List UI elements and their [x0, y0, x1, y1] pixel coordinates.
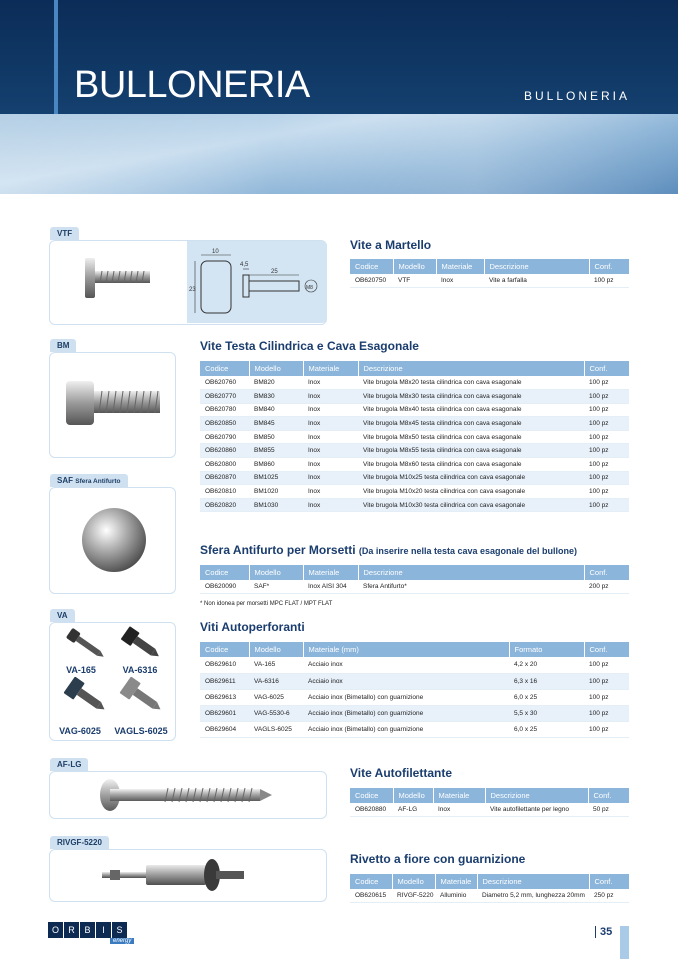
- cell: OB629613: [200, 689, 249, 705]
- table-row: [350, 274, 629, 288]
- cell: Vite brugola M8x55 testa cilindrica con cava esagonale: [358, 444, 584, 458]
- cell: OB620090: [200, 580, 249, 594]
- cell: OB620760: [200, 376, 249, 390]
- cell: BM820: [249, 376, 303, 390]
- cell: BM1020: [249, 485, 303, 499]
- cell: OB620810: [200, 485, 249, 499]
- self-drilling-screws-image: [50, 623, 174, 741]
- col-header: Conf.: [584, 642, 629, 657]
- cell: Inox AISI 304: [303, 580, 358, 594]
- page-title: BULLONERIA: [74, 64, 310, 106]
- col-header: Modello: [249, 642, 303, 657]
- cell: BM855: [249, 444, 303, 458]
- cell: OB629611: [200, 673, 249, 689]
- cell: 100 pz: [584, 471, 629, 485]
- cell: Diametro 5,2 mm, lunghezza 20mm: [477, 889, 589, 903]
- technical-drawing-svg: [187, 241, 327, 323]
- cell: VA-6316: [249, 673, 303, 689]
- cell: VAGLS-6025: [249, 721, 303, 737]
- tag-va: VA: [50, 609, 75, 622]
- page-number-bar: [620, 926, 629, 959]
- cell: 250 pz: [589, 889, 629, 903]
- table-va: [200, 642, 629, 738]
- col-header: Descrizione: [485, 788, 588, 803]
- dim-4-5: 4,5: [240, 262, 249, 268]
- rivet-image: [50, 850, 325, 900]
- table-row: [200, 689, 629, 705]
- cell: 6,0 x 25: [509, 721, 584, 737]
- table-row: [350, 889, 629, 903]
- cell: Vite brugola M10x25 testa cilindrica con cava esagonale: [358, 471, 584, 485]
- hero-banner: [0, 114, 678, 194]
- cell: 100 pz: [584, 689, 629, 705]
- table-row: [350, 803, 629, 817]
- logo-letter: R: [64, 922, 79, 938]
- cell: Inox: [433, 803, 485, 817]
- section-title-va: Viti Autoperforanti: [200, 620, 305, 634]
- table-row: [200, 417, 629, 431]
- col-header: Codice: [350, 788, 393, 803]
- screw-vag-6025: [64, 676, 111, 717]
- cell: VAG-5530-6: [249, 705, 303, 721]
- col-header: Codice: [200, 642, 249, 657]
- cell: BM860: [249, 458, 303, 472]
- table-row: [200, 673, 629, 689]
- product-box-vtf: [49, 240, 327, 325]
- table-row: [200, 444, 629, 458]
- technical-drawing: [187, 241, 327, 323]
- cell: OB629610: [200, 657, 249, 673]
- col-header: Modello: [249, 361, 303, 376]
- cell: Inox: [303, 471, 358, 485]
- section-title-saf: [200, 543, 577, 557]
- caption-vagls-6025: VAGLS-6025: [114, 726, 168, 736]
- section-title-vtf: Vite a Martello: [350, 238, 432, 252]
- table-row: [200, 376, 629, 390]
- cell: OB620880: [350, 803, 393, 817]
- tag-saf: [50, 474, 128, 487]
- cell: VTF: [393, 274, 436, 288]
- cell: 100 pz: [584, 498, 629, 512]
- cell: OB620800: [200, 458, 249, 472]
- cell: BM1030: [249, 498, 303, 512]
- col-header: Conf.: [584, 361, 629, 376]
- col-header: Codice: [200, 565, 249, 580]
- col-header: Materiale: [433, 788, 485, 803]
- col-header: Materiale: [303, 361, 358, 376]
- cell: Inox: [303, 458, 358, 472]
- caption-va-6316: VA-6316: [122, 665, 158, 675]
- cell: Vite brugola M8x50 testa cilindrica con cava esagonale: [358, 430, 584, 444]
- cell: 100 pz: [584, 485, 629, 499]
- table-row: [200, 705, 629, 721]
- col-header: Codice: [350, 259, 393, 274]
- security-ball-image: [50, 488, 174, 592]
- cell: 100 pz: [584, 390, 629, 404]
- cell: Acciaio inox (Bimetallo) con guarnizione: [303, 705, 509, 721]
- table-row: [200, 721, 629, 737]
- cell: OB620750: [350, 274, 393, 288]
- col-header: Codice: [350, 874, 392, 889]
- cell: BM850: [249, 430, 303, 444]
- cell: Vite brugola M8x30 testa cilindrica con cava esagonale: [358, 390, 584, 404]
- tag-rivgf: RIVGF-5220: [50, 836, 109, 849]
- tag-saf-name: Sfera Antifurto: [75, 478, 121, 485]
- cell: OB620780: [200, 403, 249, 417]
- cell: Vite autofilettante per legno: [485, 803, 588, 817]
- table-aflg: [350, 788, 629, 817]
- cell: Inox: [303, 417, 358, 431]
- cell: 4,2 x 20: [509, 657, 584, 673]
- cell: Vite a farfalla: [484, 274, 589, 288]
- cell: BM830: [249, 390, 303, 404]
- table-bm: [200, 361, 629, 512]
- cell: 100 pz: [584, 673, 629, 689]
- cell: 6,0 x 25: [509, 689, 584, 705]
- col-header: Conf.: [584, 565, 629, 580]
- header-accent-bar: [54, 0, 58, 114]
- cell: Vite brugola M8x60 testa cilindrica con cava esagonale: [358, 458, 584, 472]
- table-row: [200, 403, 629, 417]
- saf-title-text: Sfera Antifurto per Morsetti: [200, 543, 356, 557]
- cell: 100 pz: [584, 458, 629, 472]
- saf-footnote: * Non idonea per morsetti MPC FLAT / MPT FLAT: [200, 601, 333, 607]
- logo-letter: B: [80, 922, 95, 938]
- cell: 50 pz: [588, 803, 629, 817]
- cell: BM840: [249, 403, 303, 417]
- col-header: Materiale (mm): [303, 642, 509, 657]
- cell: BM1025: [249, 471, 303, 485]
- cell: 100 pz: [584, 403, 629, 417]
- cell: Inox: [303, 498, 358, 512]
- cell: OB620615: [350, 889, 392, 903]
- cell: Inox: [303, 390, 358, 404]
- cell: BM845: [249, 417, 303, 431]
- tag-bm: BM: [50, 339, 76, 352]
- table-row: [200, 580, 629, 594]
- cell: Vite brugola M8x20 testa cilindrica con cava esagonale: [358, 376, 584, 390]
- cell: Vite brugola M10x20 testa cilindrica con cava esagonale: [358, 485, 584, 499]
- cell: OB629604: [200, 721, 249, 737]
- product-box-saf: [49, 487, 176, 594]
- screw-va-165: [66, 628, 107, 662]
- screw-vagls-6025: [120, 676, 167, 717]
- cell: OB620860: [200, 444, 249, 458]
- cell: AF-LG: [393, 803, 433, 817]
- col-header: Modello: [392, 874, 435, 889]
- cell: Inox: [436, 274, 484, 288]
- page-number: 35: [595, 926, 612, 938]
- cell: Acciaio inox: [303, 673, 509, 689]
- tag-saf-code: SAF: [57, 476, 73, 485]
- col-header: Materiale: [436, 259, 484, 274]
- cell: OB620870: [200, 471, 249, 485]
- screw-va-6316: [121, 626, 164, 663]
- table-row: [200, 498, 629, 512]
- dim-23: 23: [189, 287, 196, 293]
- table-row: [200, 390, 629, 404]
- saf-title-note: (Da inserire nella testa cava esagonale del bullone): [358, 546, 578, 556]
- cell: Inox: [303, 403, 358, 417]
- logo-letter: O: [48, 922, 63, 938]
- col-header: Conf.: [588, 788, 629, 803]
- dim-10: 10: [212, 249, 219, 255]
- cell: OB620820: [200, 498, 249, 512]
- col-header: Conf.: [589, 874, 629, 889]
- logo-letter: S: [112, 922, 127, 938]
- cell: 200 pz: [584, 580, 629, 594]
- cell: Acciaio inox (Bimetallo) con guarnizione: [303, 721, 509, 737]
- cell: 5,5 x 30: [509, 705, 584, 721]
- cell: Inox: [303, 376, 358, 390]
- cell: SAF*: [249, 580, 303, 594]
- dim-m8: M8: [306, 285, 313, 291]
- cell: 100 pz: [584, 417, 629, 431]
- col-header: Modello: [249, 565, 303, 580]
- brand-logo: [48, 922, 128, 938]
- section-title-aflg: Vite Autofilettante: [350, 766, 453, 780]
- table-saf: [200, 565, 629, 594]
- dim-25: 25: [271, 269, 278, 275]
- col-header: Conf.: [589, 259, 629, 274]
- col-header: Codice: [200, 361, 249, 376]
- table-rivgf: [350, 874, 629, 903]
- cell: OB620850: [200, 417, 249, 431]
- cell: 6,3 x 16: [509, 673, 584, 689]
- cell: 100 pz: [584, 430, 629, 444]
- table-row: [200, 458, 629, 472]
- table-row: [200, 471, 629, 485]
- logo-subtitle: energy: [110, 938, 134, 944]
- tag-aflg: AF-LG: [50, 758, 88, 771]
- socket-screw-image: [50, 353, 174, 453]
- col-header: Modello: [393, 259, 436, 274]
- cell: Inox: [303, 485, 358, 499]
- col-header: Modello: [393, 788, 433, 803]
- cell: 100 pz: [584, 721, 629, 737]
- cell: Acciaio inox: [303, 657, 509, 673]
- table-row: [200, 657, 629, 673]
- hammer-screw-image: [50, 243, 185, 323]
- cell: VAG-6025: [249, 689, 303, 705]
- cell: VA-165: [249, 657, 303, 673]
- cell: OB620790: [200, 430, 249, 444]
- cell: 100 pz: [589, 274, 629, 288]
- table-row: [200, 430, 629, 444]
- cell: OB620770: [200, 390, 249, 404]
- table-vtf: [350, 259, 629, 288]
- page-subtitle: BULLONERIA: [523, 89, 630, 103]
- section-title-rivgf: Rivetto a fiore con guarnizione: [350, 852, 526, 866]
- cell: OB629601: [200, 705, 249, 721]
- product-box-va: [49, 622, 176, 741]
- section-title-bm: Vite Testa Cilindrica e Cava Esagonale: [200, 339, 419, 353]
- cell: Inox: [303, 430, 358, 444]
- col-header: Descrizione: [358, 565, 584, 580]
- col-header: Descrizione: [358, 361, 584, 376]
- cell: 100 pz: [584, 705, 629, 721]
- product-box-aflg: [49, 771, 327, 819]
- cell: 100 pz: [584, 444, 629, 458]
- cell: Inox: [303, 444, 358, 458]
- cell: Alluminio: [435, 889, 477, 903]
- col-header: Descrizione: [484, 259, 589, 274]
- page-header: [0, 0, 678, 114]
- col-header: Descrizione: [477, 874, 589, 889]
- cell: Vite brugola M8x45 testa cilindrica con cava esagonale: [358, 417, 584, 431]
- cell: RIVGF-5220: [392, 889, 435, 903]
- tag-vtf: VTF: [50, 227, 79, 240]
- logo-letter: I: [96, 922, 111, 938]
- col-header: Materiale: [435, 874, 477, 889]
- col-header: Materiale: [303, 565, 358, 580]
- col-header: Formato: [509, 642, 584, 657]
- cell: 100 pz: [584, 657, 629, 673]
- caption-vag-6025: VAG-6025: [59, 726, 101, 736]
- cell: Vite brugola M10x30 testa cilindrica con cava esagonale: [358, 498, 584, 512]
- cell: 100 pz: [584, 376, 629, 390]
- product-box-bm: [49, 352, 176, 458]
- caption-va-165: VA-165: [66, 665, 96, 675]
- cell: Acciaio inox (Bimetallo) con guarnizione: [303, 689, 509, 705]
- table-row: [200, 485, 629, 499]
- product-box-rivgf: [49, 849, 327, 902]
- cell: Vite brugola M8x40 testa cilindrica con cava esagonale: [358, 403, 584, 417]
- wood-screw-image: [50, 772, 325, 818]
- cell: Sfera Antifurto*: [358, 580, 584, 594]
